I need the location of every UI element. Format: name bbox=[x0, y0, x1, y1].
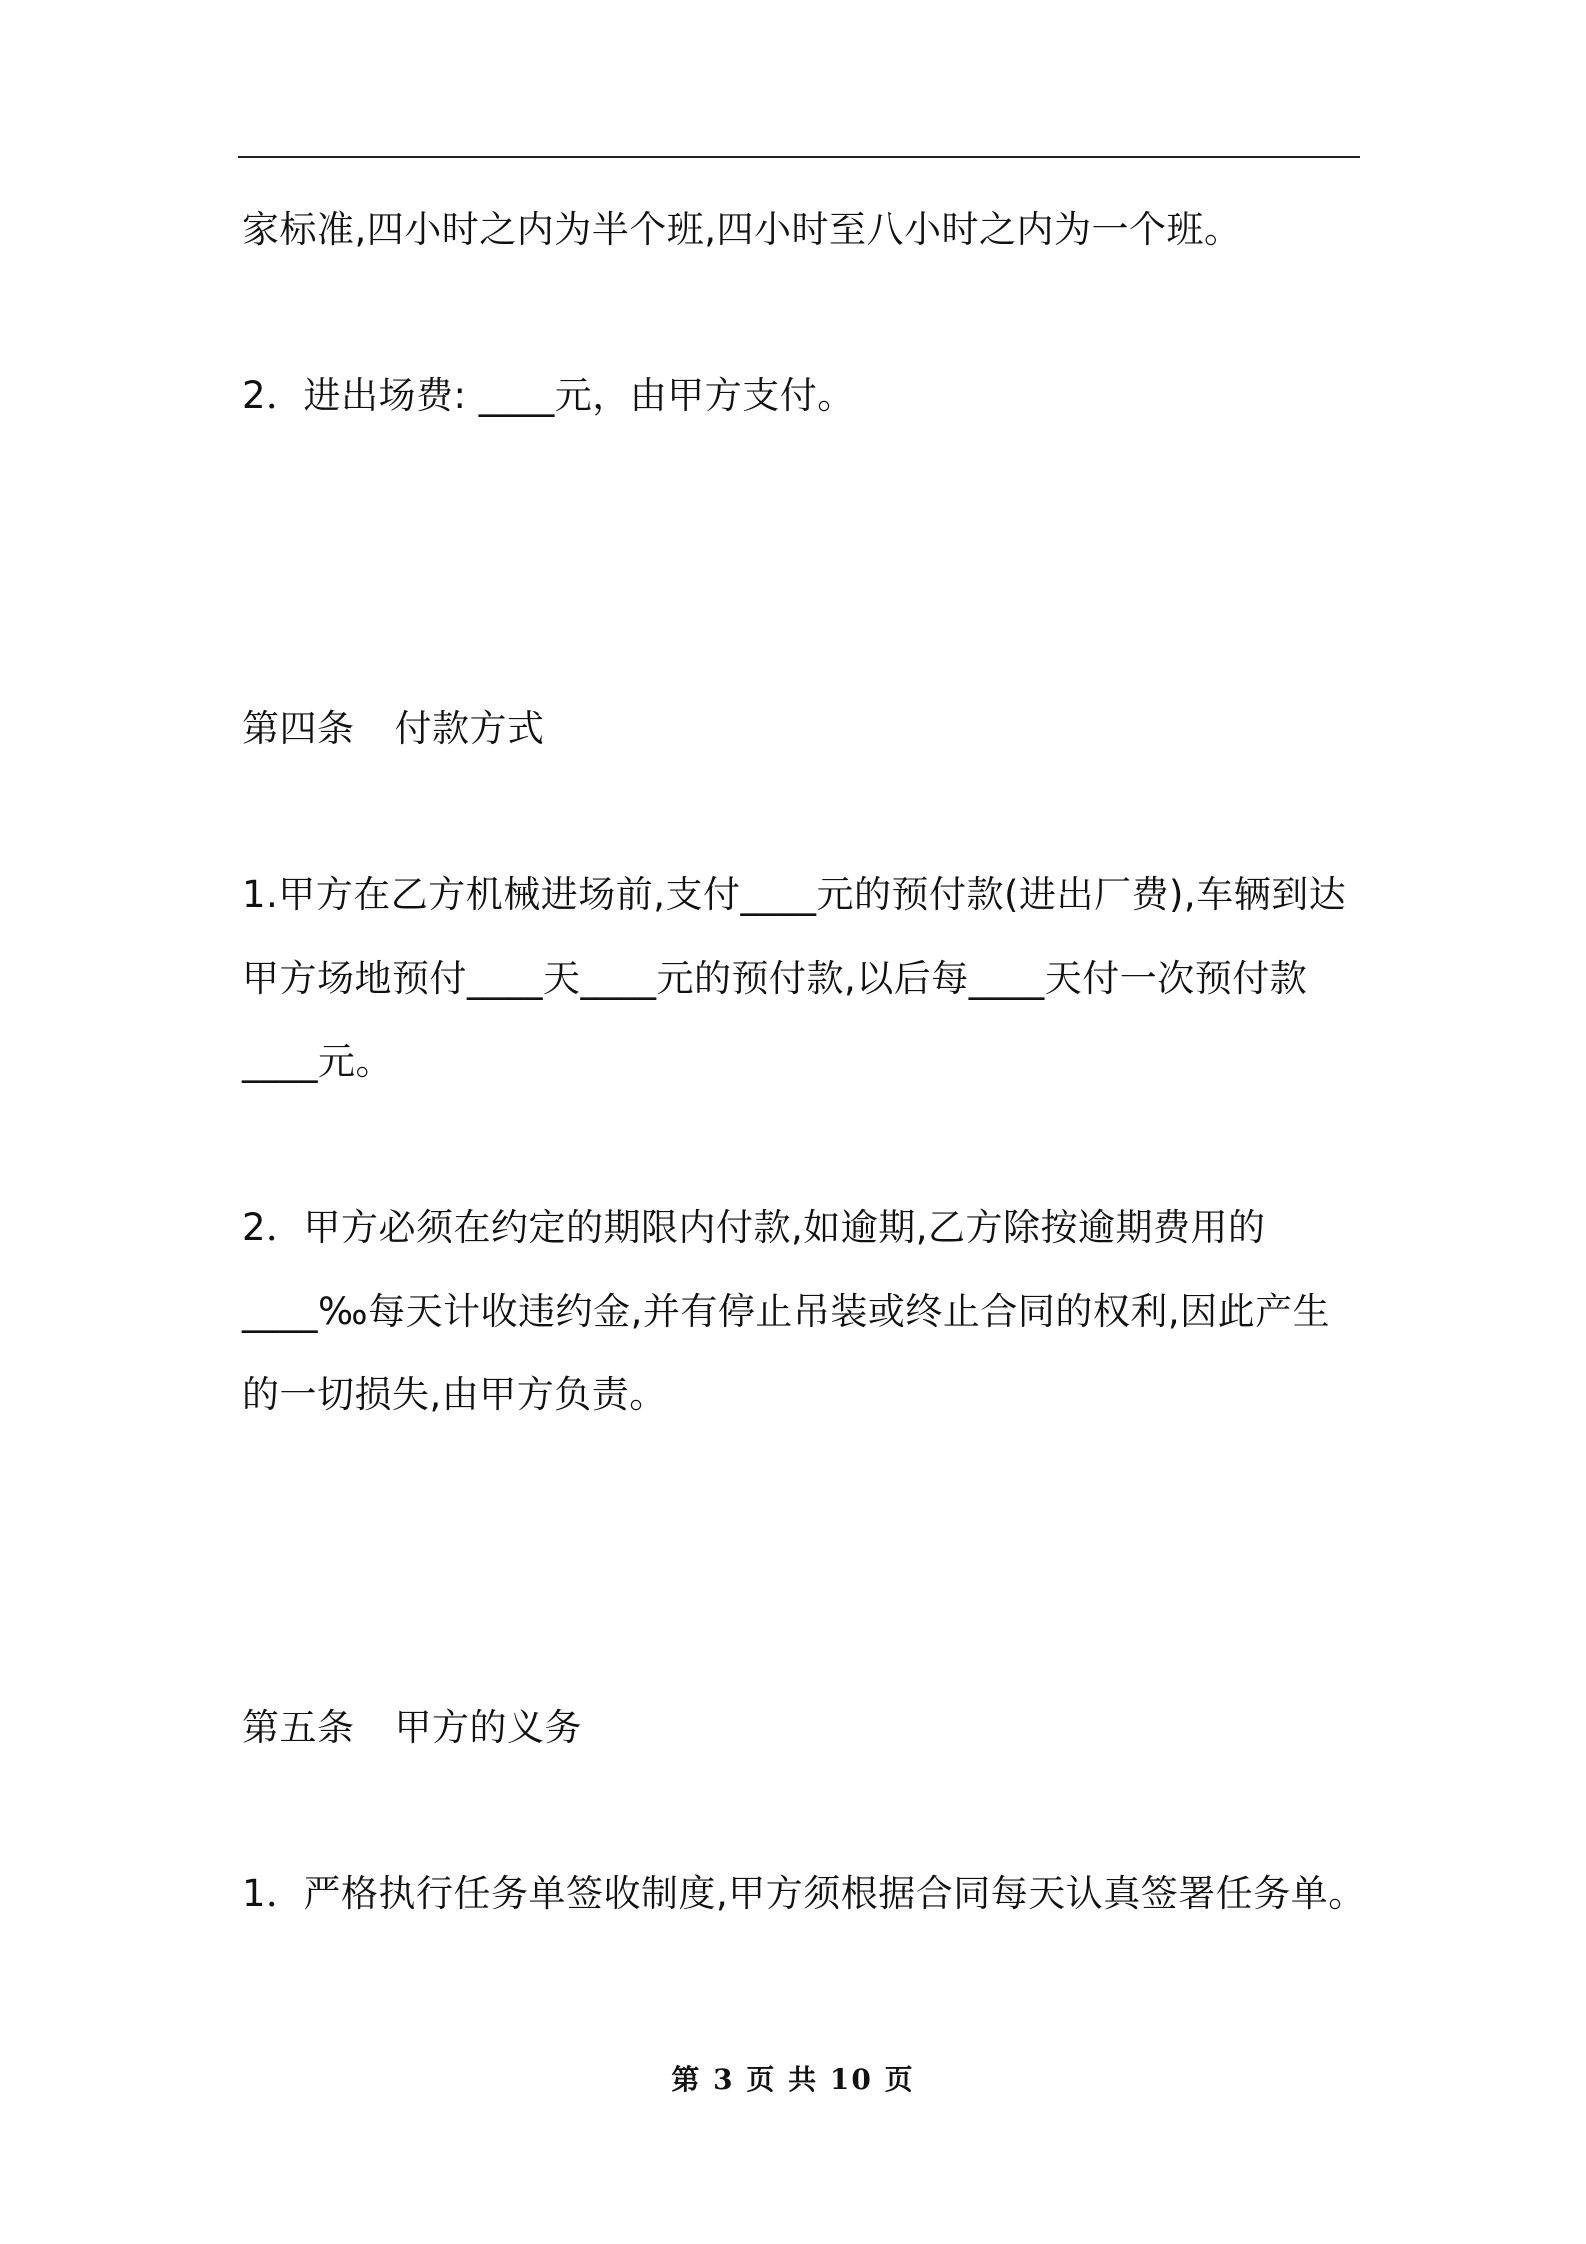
section-title: 付款方式 bbox=[394, 707, 545, 750]
paragraph-line: 1．严格执行任务单签收制度,甲方须根据合同每天认真签署任务单。 bbox=[242, 1872, 1366, 1915]
paragraph-line: ____‰每天计收违约金,并有停止吊装或终止合同的权利,因此产生 bbox=[242, 1290, 1331, 1333]
footer-prefix: 第 bbox=[671, 2063, 702, 2096]
paragraph-line: 家标准,四小时之内为半个班,四小时至八小时之内为一个班。 bbox=[242, 208, 1242, 251]
paragraph-line: ____元。 bbox=[242, 1040, 393, 1083]
section-heading-5 bbox=[242, 1706, 582, 1750]
page-number: 3 bbox=[713, 2063, 735, 2096]
paragraph-line: 的一切损失,由甲方负责。 bbox=[242, 1373, 667, 1416]
section-number: 第四条 bbox=[242, 707, 355, 750]
paragraph-line: 1.甲方在乙方机械进场前,支付____元的预付款(进出厂费),车辆到达 bbox=[242, 873, 1347, 916]
paragraph-line: 甲方场地预付____天____元的预付款,以后每____天付一次预付款 bbox=[242, 957, 1308, 1000]
paragraph-line: 2．进出场费: ____元，由甲方支付。 bbox=[242, 374, 855, 417]
footer-suffix: 页 bbox=[884, 2063, 915, 2096]
page-footer bbox=[0, 2058, 1586, 2098]
header-rule bbox=[238, 156, 1360, 158]
section-heading-4 bbox=[242, 707, 545, 751]
section-title: 甲方的义务 bbox=[394, 1706, 582, 1749]
section-number: 第五条 bbox=[242, 1706, 355, 1749]
total-pages: 10 bbox=[829, 2063, 873, 2096]
paragraph-line: 2．甲方必须在约定的期限内付款,如逾期,乙方除按逾期费用的 bbox=[242, 1206, 1266, 1249]
footer-mid: 页 共 bbox=[746, 2063, 819, 2096]
